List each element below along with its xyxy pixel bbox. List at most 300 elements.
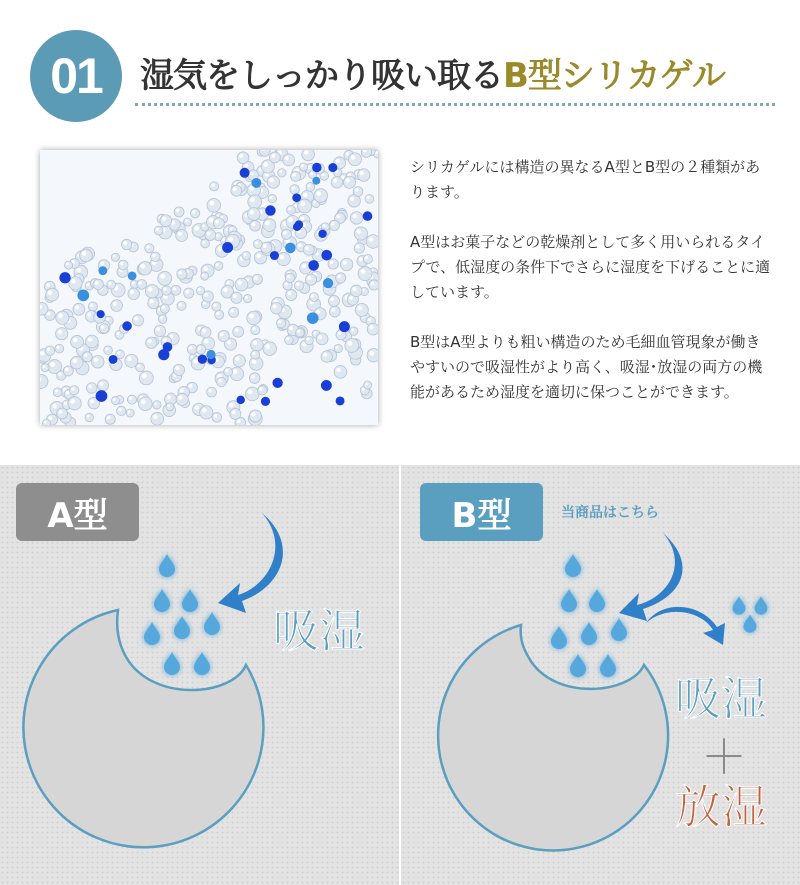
water-drop-icon [600, 654, 616, 677]
clear-bead [328, 259, 338, 269]
blue-indicator-bead [163, 342, 173, 352]
clear-bead [154, 226, 163, 235]
bead-highlight [292, 173, 295, 176]
bead-highlight [353, 287, 357, 291]
clear-bead [287, 206, 296, 215]
bead-highlight [179, 271, 183, 275]
bead-highlight [101, 325, 104, 328]
bead-highlight [94, 358, 98, 362]
bead-highlight [265, 221, 269, 225]
blue-indicator-bead [265, 205, 276, 216]
clear-bead [184, 218, 192, 226]
water-drop-icon [174, 616, 190, 639]
clear-bead [233, 355, 245, 367]
bead-highlight [134, 317, 138, 321]
bead-highlight [178, 232, 182, 236]
bead-highlight [230, 227, 233, 230]
clear-bead [281, 229, 291, 239]
bead-highlight [163, 338, 167, 342]
clear-bead [276, 318, 285, 327]
bead-highlight [239, 154, 243, 158]
clear-bead [299, 163, 307, 171]
clear-bead [303, 244, 314, 255]
clear-bead [263, 342, 276, 355]
bead-highlight [87, 313, 91, 317]
bead-highlight [248, 389, 253, 394]
clear-bead [128, 288, 139, 299]
clear-bead [277, 252, 290, 265]
blue-indicator-bead [251, 178, 261, 188]
blue-indicator-bead [97, 310, 105, 318]
blue-indicator-bead [236, 396, 244, 404]
clear-bead [249, 410, 261, 422]
bead-highlight [141, 399, 146, 404]
water-drop-icon [589, 589, 605, 612]
clear-bead [99, 324, 109, 334]
clear-bead [118, 260, 128, 270]
water-drop-icon [194, 652, 210, 675]
bead-highlight [311, 294, 314, 297]
clear-bead [351, 285, 363, 297]
bead-highlight [71, 279, 76, 284]
bead-highlight [167, 395, 171, 399]
bead-highlight [209, 218, 214, 223]
bead-highlight [251, 412, 255, 416]
bead-highlight [185, 219, 188, 222]
bead-highlight [300, 216, 304, 220]
blue-indicator-bead [292, 193, 301, 202]
clear-bead [245, 387, 259, 401]
bead-highlight [95, 281, 99, 285]
clear-bead [41, 364, 49, 372]
bead-highlight [130, 290, 134, 294]
bead-highlight [50, 362, 55, 367]
bead-highlight [288, 207, 291, 210]
clear-bead [139, 371, 153, 385]
bead-highlight [279, 255, 284, 260]
clear-bead [355, 303, 368, 316]
bead-highlight [318, 335, 322, 339]
clear-bead [196, 345, 206, 355]
clear-bead [233, 326, 244, 337]
bead-highlight [308, 184, 311, 187]
bead-highlight [76, 268, 81, 273]
bead-highlight [310, 172, 313, 175]
clear-bead [70, 356, 83, 369]
clear-bead [252, 274, 262, 284]
clear-bead [248, 195, 262, 209]
clear-bead [107, 280, 116, 289]
clear-bead [176, 393, 188, 405]
clear-bead [251, 350, 260, 359]
bead-highlight [73, 338, 78, 343]
blue-indicator-bead [308, 260, 319, 271]
clear-bead [145, 284, 158, 297]
clear-bead [205, 230, 216, 241]
clear-bead [314, 189, 328, 203]
bead-highlight [64, 402, 67, 405]
blue-indicator-bead [312, 163, 321, 172]
clear-bead [200, 406, 213, 419]
bead-highlight [156, 228, 159, 231]
bead-highlight [70, 399, 75, 404]
bead-highlight [218, 379, 221, 382]
clear-bead [105, 414, 115, 424]
panel-type-a [0, 465, 399, 885]
description-text [410, 155, 775, 430]
bead-highlight [255, 241, 258, 244]
clear-bead [184, 288, 194, 298]
bead-highlight [86, 415, 89, 418]
clear-bead [328, 295, 339, 306]
title-main: 湿気をしっかり吸い取る [140, 56, 503, 96]
water-drop-icon [154, 589, 170, 612]
clear-bead [80, 249, 93, 262]
bead-highlight [235, 357, 239, 361]
bead-highlight [189, 346, 192, 349]
bead-highlight [88, 385, 92, 389]
bead-highlight [316, 310, 320, 314]
clear-bead [145, 244, 154, 253]
clear-bead [278, 169, 286, 177]
bead-highlight [251, 375, 255, 379]
bead-highlight [252, 327, 255, 330]
bead-highlight [232, 410, 236, 414]
clear-bead [111, 300, 123, 312]
bead-highlight [84, 353, 88, 357]
bead-highlight [288, 218, 292, 222]
clear-bead [310, 293, 319, 302]
bead-highlight [307, 276, 311, 280]
bead-highlight [202, 408, 207, 413]
bead-highlight [226, 281, 229, 284]
bead-highlight [209, 201, 214, 206]
clear-bead [306, 183, 315, 192]
section-header [0, 0, 800, 120]
clear-bead [176, 230, 188, 242]
bead-highlight [127, 357, 132, 362]
bead-highlight [343, 260, 347, 264]
clear-bead [56, 328, 68, 340]
bead-highlight [288, 291, 292, 295]
blue-indicator-bead [270, 251, 279, 260]
bead-highlight [220, 332, 224, 336]
bead-highlight [148, 287, 153, 292]
bead-highlight [106, 318, 109, 321]
bead-highlight [59, 410, 63, 414]
bead-highlight [189, 384, 193, 388]
bead-highlight [351, 155, 356, 160]
type-a-label: A型 [16, 483, 139, 541]
clear-bead [82, 352, 92, 362]
bead-highlight [160, 274, 165, 279]
bead-highlight [90, 304, 93, 307]
blue-indicator-bead [336, 396, 345, 405]
clear-bead [286, 289, 297, 300]
clear-bead [162, 286, 172, 296]
bead-highlight [256, 254, 260, 258]
clear-bead [305, 274, 316, 285]
blue-indicator-bead [285, 243, 296, 254]
clear-bead [104, 346, 113, 355]
bead-highlight [367, 196, 370, 199]
bead-highlight [154, 402, 157, 405]
clear-bead [294, 281, 303, 290]
bead-highlight [352, 214, 356, 218]
bead-highlight [351, 328, 354, 331]
clear-bead [45, 346, 55, 356]
blue-indicator-bead [339, 321, 350, 332]
bead-highlight [216, 263, 219, 266]
clear-bead [250, 220, 261, 231]
clear-bead [174, 207, 184, 217]
bead-highlight [365, 382, 368, 385]
bead-highlight [178, 395, 182, 399]
clear-bead [207, 198, 221, 212]
bead-highlight [185, 290, 189, 294]
bead-highlight [245, 296, 248, 299]
clear-bead [269, 152, 280, 163]
water-drop-icon [570, 654, 586, 677]
clear-bead [111, 253, 119, 261]
bead-highlight [254, 276, 258, 280]
bead-highlight [361, 269, 366, 274]
clear-bead [321, 351, 332, 362]
clear-bead [271, 302, 283, 314]
bead-highlight [244, 163, 248, 167]
bead-highlight [66, 262, 69, 265]
bead-highlight [138, 281, 141, 284]
clear-bead [196, 287, 204, 295]
bead-highlight [198, 346, 201, 349]
clear-bead [365, 194, 374, 203]
clear-bead [86, 383, 97, 394]
clear-bead [247, 208, 260, 221]
water-drop-icon [733, 596, 746, 614]
clear-bead [201, 239, 210, 248]
bead-highlight [120, 262, 123, 265]
bead-highlight [204, 339, 208, 343]
bead-highlight [371, 282, 375, 286]
water-drop-icon [204, 612, 220, 635]
bead-highlight [82, 251, 86, 255]
bead-highlight [207, 232, 211, 236]
clear-bead [171, 285, 181, 295]
bead-highlight [338, 331, 342, 335]
bead-highlight [216, 312, 219, 315]
clear-bead [111, 397, 119, 405]
bead-highlight [156, 327, 160, 331]
bead-highlight [66, 391, 70, 395]
blue-indicator-bead [222, 242, 233, 253]
bead-highlight [285, 282, 288, 285]
clear-bead [160, 215, 172, 227]
bead-highlight [57, 346, 60, 349]
bead-highlight [250, 172, 254, 176]
clear-bead [200, 327, 211, 338]
clear-bead [177, 301, 186, 310]
clear-bead [247, 311, 261, 325]
clear-bead [231, 292, 242, 303]
bead-highlight [263, 244, 267, 248]
clear-bead [85, 413, 93, 421]
clear-bead [92, 356, 105, 369]
water-drops-group [144, 554, 220, 675]
bead-highlight [252, 359, 257, 364]
blue-indicator-bead [318, 230, 326, 238]
clear-bead [268, 194, 276, 202]
bead-highlight [175, 366, 179, 370]
bead-highlight [331, 222, 335, 226]
bead-highlight [225, 369, 228, 372]
bead-highlight [297, 330, 300, 333]
bead-highlight [137, 365, 140, 368]
blue-indicator-bead [59, 272, 70, 283]
bead-highlight [55, 389, 58, 392]
bead-highlight [58, 372, 61, 375]
clear-bead [354, 227, 367, 240]
clear-bead [126, 409, 134, 417]
bead-highlight [163, 287, 166, 290]
clear-bead [97, 380, 108, 391]
clear-bead [173, 364, 184, 375]
clear-bead [340, 258, 352, 270]
bead-highlight [162, 306, 165, 309]
bead-highlight [195, 405, 199, 409]
clear-bead [213, 218, 224, 229]
bead-highlight [152, 254, 155, 257]
bead-highlight [88, 337, 92, 341]
bead-highlight [273, 304, 277, 308]
blue-indicator-bead [96, 390, 108, 402]
bead-highlight [48, 290, 53, 295]
clear-bead [40, 374, 48, 388]
bead-highlight [253, 341, 257, 345]
bead-highlight [313, 201, 316, 204]
bead-highlight [142, 373, 147, 378]
bead-highlight [278, 320, 281, 323]
clear-bead [190, 209, 199, 218]
bead-highlight [233, 187, 237, 191]
clear-bead [243, 294, 251, 302]
bead-highlight [336, 159, 340, 163]
clear-bead [363, 254, 372, 263]
clear-bead [348, 153, 361, 166]
bead-highlight [300, 202, 305, 207]
bead-highlight [44, 421, 47, 424]
clear-bead [46, 288, 59, 301]
water-drop-icon [164, 652, 180, 675]
bead-highlight [292, 186, 295, 189]
bead-highlight [356, 245, 360, 249]
bead-highlight [176, 209, 179, 212]
clear-bead [73, 303, 85, 315]
bead-highlight [215, 220, 219, 224]
absorb-label-a: 吸湿 [273, 604, 365, 658]
bead-highlight [47, 348, 50, 351]
bead-highlight [237, 280, 241, 284]
clear-bead [329, 306, 340, 317]
clear-bead [136, 363, 145, 372]
bead-highlight [337, 215, 341, 219]
clear-bead [127, 395, 136, 404]
clear-bead [334, 344, 342, 352]
blue-indicator-bead [323, 278, 333, 288]
silica-gel-photo [40, 150, 378, 425]
bead-highlight [202, 224, 205, 227]
bead-highlight [249, 314, 254, 319]
clear-bead [334, 366, 347, 379]
clear-bead [251, 326, 260, 335]
clear-bead [148, 297, 159, 308]
bead-highlight [250, 210, 254, 214]
bead-highlight [208, 389, 211, 392]
clear-bead [285, 273, 295, 283]
bead-highlight [285, 156, 289, 160]
bead-highlight [202, 329, 206, 333]
clear-bead [55, 344, 64, 353]
clear-bead [56, 311, 69, 324]
bead-highlight [113, 398, 116, 401]
blue-indicator-bead [109, 355, 118, 364]
bead-highlight [141, 264, 146, 269]
clear-bead [237, 152, 249, 164]
water-drop-icon [561, 589, 577, 612]
bead-highlight [270, 196, 273, 199]
bead-highlight [369, 351, 374, 356]
clear-bead [290, 185, 299, 194]
clear-bead [93, 279, 103, 289]
bead-highlight [75, 305, 79, 309]
bead-highlight [118, 408, 121, 411]
clear-bead [336, 273, 346, 283]
water-drop-icon [159, 554, 175, 577]
clear-bead [151, 252, 160, 261]
bead-highlight [237, 419, 241, 423]
clear-bead [117, 406, 126, 415]
clear-bead [86, 335, 99, 348]
title-dotted-divider [135, 103, 775, 106]
clear-bead [253, 240, 262, 249]
bead-highlight [65, 368, 69, 372]
bead-highlight [113, 302, 117, 306]
clear-bead [218, 330, 229, 341]
bead-highlight [48, 416, 52, 420]
bead-highlight [313, 331, 316, 334]
bead-highlight [90, 399, 94, 403]
clear-bead [364, 381, 372, 389]
blue-indicator-bead [198, 354, 207, 363]
clear-bead [358, 267, 372, 281]
bead-highlight [58, 330, 62, 334]
bead-highlight [148, 339, 152, 343]
clear-bead [137, 280, 147, 290]
bead-highlight [347, 341, 352, 346]
bead-highlight [132, 282, 135, 285]
bead-highlight [296, 283, 299, 286]
type-b-label: B型 [420, 483, 543, 541]
bead-highlight [306, 338, 309, 341]
bead-highlight [279, 170, 282, 173]
bead-highlight [105, 347, 108, 350]
clear-bead [283, 154, 295, 166]
bead-highlight [346, 178, 350, 182]
blue-indicator-bead [98, 266, 107, 275]
release-arrow-icon [646, 607, 725, 645]
clear-bead [350, 212, 363, 225]
blue-indicator-bead [272, 378, 282, 388]
bead-highlight [259, 387, 262, 390]
